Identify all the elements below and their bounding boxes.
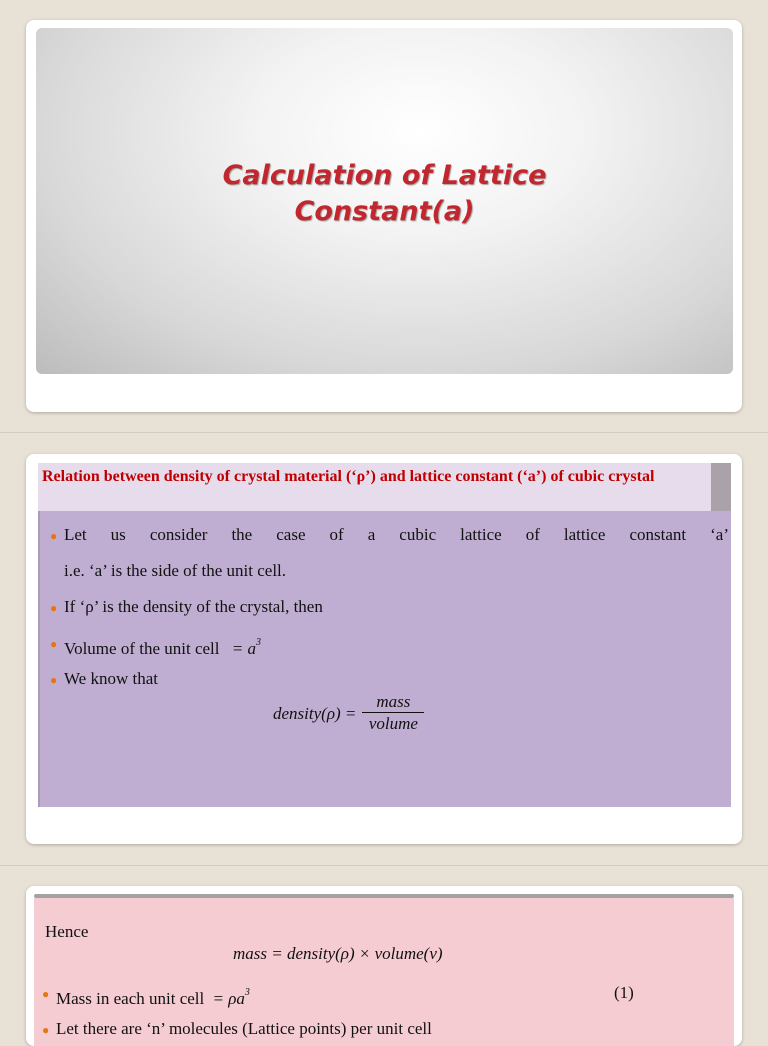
- title-line-2: Constant(a): [294, 196, 475, 227]
- hence-text: Hence: [45, 922, 89, 941]
- mass-exponent: 3: [244, 987, 250, 998]
- bullet-1-line-1: Let us consider the case of a cubic lattice of lattice constant ‘a’: [64, 525, 729, 544]
- volume-value: = a: [231, 639, 256, 658]
- equation-lhs: density(ρ) =: [273, 703, 357, 723]
- bullet-icon: ●: [50, 601, 58, 615]
- mass-value: = ρa: [212, 989, 245, 1008]
- bullet-icon: ●: [50, 529, 58, 543]
- mass-label: Mass in each unit cell: [56, 989, 205, 1008]
- bullet-2-text: If ‘ρ’ is the density of the crystal, then: [64, 597, 323, 616]
- header-side-strip: [711, 463, 731, 511]
- bullet-icon: ●: [50, 637, 58, 651]
- fraction-numerator: mass: [376, 692, 411, 711]
- slide-divider: [0, 865, 768, 866]
- mass-bullet-text: [56, 981, 250, 1011]
- slide-divider: [0, 432, 768, 433]
- volume-exponent: 3: [255, 637, 261, 648]
- slide-1: [26, 20, 742, 412]
- bullet-icon: ●: [42, 1023, 50, 1037]
- volume-label: Volume of the unit cell: [64, 639, 220, 658]
- bullet-3-text: [64, 631, 261, 661]
- fraction: [362, 692, 424, 735]
- slide-title: [175, 158, 595, 230]
- bullet-icon: ●: [42, 987, 50, 1001]
- density-equation: [273, 692, 424, 735]
- title-line-1: Calculation of Lattice: [222, 160, 547, 191]
- title-panel: [36, 28, 733, 374]
- molecules-text: Let there are ‘n’ molecules (Lattice points) per unit cell: [56, 1019, 432, 1038]
- equation-number: (1): [614, 983, 634, 1002]
- slide-3: [26, 886, 742, 1046]
- bullet-1-line-2: i.e. ‘a’ is the side of the unit cell.: [64, 561, 287, 580]
- bullet-icon: ●: [50, 673, 58, 687]
- bullet-4-text: We know that: [64, 669, 158, 688]
- slide-2: [26, 454, 742, 844]
- fraction-denominator: volume: [368, 714, 418, 733]
- mass-equation: mass = density(ρ) × volume(v): [233, 944, 443, 963]
- slide-2-header: Relation between density of crystal material (‘ρ’) and lattice constant (‘a’) of cubic crystal: [38, 463, 711, 511]
- slide-2-body: [38, 511, 731, 807]
